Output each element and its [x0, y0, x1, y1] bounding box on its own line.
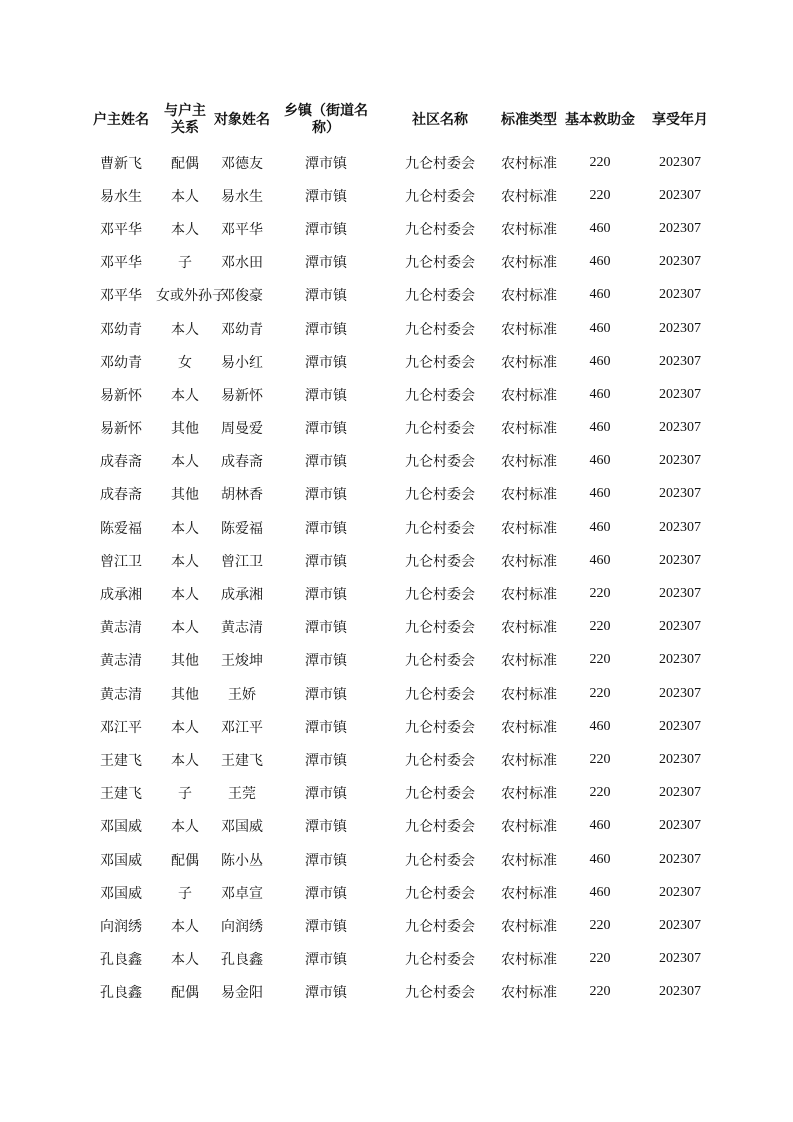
cell-relation: 本人 [171, 387, 199, 404]
cell-period: 202307 [659, 154, 701, 170]
cell-community: 九仑村委会 [405, 255, 475, 272]
cell-recipient-name: 胡林香 [221, 487, 263, 504]
cell-relation: 本人 [171, 587, 199, 604]
table-row [86, 312, 720, 345]
cell-period: 202307 [659, 652, 701, 668]
table-row [86, 843, 720, 876]
cell-relation: 本人 [171, 520, 199, 537]
cell-recipient-name: 成春斋 [221, 454, 263, 471]
table-row [86, 577, 720, 610]
cell-basic-aid: 220 [589, 951, 611, 967]
cell-basic-aid: 460 [589, 320, 611, 336]
table-body [86, 146, 720, 1009]
table-row [86, 876, 720, 909]
cell-relation: 本人 [171, 553, 199, 570]
cell-recipient-name: 易金阳 [221, 985, 263, 1002]
column-header-period: 享受年月 [652, 111, 708, 128]
cell-community: 九仑村委会 [405, 686, 475, 703]
table-row [86, 544, 720, 577]
cell-town: 潭市镇 [305, 620, 347, 637]
cell-standard-type: 农村标准 [501, 155, 557, 172]
cell-period: 202307 [659, 851, 701, 867]
cell-household-head: 孔良鑫 [100, 985, 142, 1002]
cell-standard-type: 农村标准 [501, 885, 557, 902]
cell-town: 潭市镇 [305, 752, 347, 769]
table-row [86, 378, 720, 411]
cell-recipient-name: 邓德友 [221, 155, 263, 172]
cell-town: 潭市镇 [305, 255, 347, 272]
cell-standard-type: 农村标准 [501, 752, 557, 769]
table-row [86, 710, 720, 743]
cell-period: 202307 [659, 220, 701, 236]
cell-community: 九仑村委会 [405, 387, 475, 404]
cell-basic-aid: 460 [589, 519, 611, 535]
cell-household-head: 王建飞 [100, 786, 142, 803]
cell-standard-type: 农村标准 [501, 421, 557, 438]
cell-community: 九仑村委会 [405, 985, 475, 1002]
cell-recipient-name: 王娇 [228, 686, 256, 703]
cell-relation: 配偶 [171, 985, 199, 1002]
cell-standard-type: 农村标准 [501, 221, 557, 238]
cell-town: 潭市镇 [305, 719, 347, 736]
cell-relation: 配偶 [171, 852, 199, 869]
cell-standard-type: 农村标准 [501, 819, 557, 836]
cell-household-head: 易新怀 [100, 387, 142, 404]
column-header-recipient-name: 对象姓名 [214, 111, 270, 128]
table-row [86, 179, 720, 212]
cell-basic-aid: 220 [589, 619, 611, 635]
cell-recipient-name: 邓国威 [221, 819, 263, 836]
cell-recipient-name: 黄志清 [221, 620, 263, 637]
cell-town: 潭市镇 [305, 952, 347, 969]
cell-community: 九仑村委会 [405, 321, 475, 338]
table-row [86, 777, 720, 810]
cell-basic-aid: 460 [589, 386, 611, 402]
cell-standard-type: 农村标准 [501, 620, 557, 637]
table-row [86, 511, 720, 544]
cell-relation: 本人 [171, 752, 199, 769]
table-row [86, 743, 720, 776]
cell-community: 九仑村委会 [405, 852, 475, 869]
cell-household-head: 黄志清 [100, 653, 142, 670]
cell-community: 九仑村委会 [405, 819, 475, 836]
cell-standard-type: 农村标准 [501, 288, 557, 305]
cell-period: 202307 [659, 917, 701, 933]
cell-standard-type: 农村标准 [501, 918, 557, 935]
column-header-standard-type: 标准类型 [501, 111, 557, 128]
cell-recipient-name: 向润绣 [221, 918, 263, 935]
cell-period: 202307 [659, 718, 701, 734]
cell-period: 202307 [659, 486, 701, 502]
cell-household-head: 曹新飞 [100, 155, 142, 172]
cell-recipient-name: 邓平华 [221, 221, 263, 238]
cell-relation: 其他 [171, 686, 199, 703]
cell-standard-type: 农村标准 [501, 719, 557, 736]
table-row [86, 611, 720, 644]
cell-period: 202307 [659, 187, 701, 203]
cell-standard-type: 农村标准 [501, 686, 557, 703]
cell-basic-aid: 460 [589, 453, 611, 469]
cell-standard-type: 农村标准 [501, 952, 557, 969]
cell-town: 潭市镇 [305, 985, 347, 1002]
cell-period: 202307 [659, 586, 701, 602]
cell-relation: 本人 [171, 819, 199, 836]
cell-town: 潭市镇 [305, 221, 347, 238]
cell-period: 202307 [659, 320, 701, 336]
cell-household-head: 王建飞 [100, 752, 142, 769]
cell-household-head: 成春斋 [100, 454, 142, 471]
cell-town: 潭市镇 [305, 852, 347, 869]
cell-basic-aid: 460 [589, 254, 611, 270]
cell-period: 202307 [659, 519, 701, 535]
column-header-community: 社区名称 [412, 111, 468, 128]
cell-town: 潭市镇 [305, 918, 347, 935]
cell-town: 潭市镇 [305, 188, 347, 205]
cell-relation: 本人 [171, 188, 199, 205]
cell-standard-type: 农村标准 [501, 985, 557, 1002]
table-row [86, 943, 720, 976]
cell-recipient-name: 成承湘 [221, 587, 263, 604]
cell-town: 潭市镇 [305, 321, 347, 338]
cell-community: 九仑村委会 [405, 653, 475, 670]
cell-basic-aid: 460 [589, 420, 611, 436]
column-header-household-head: 户主姓名 [93, 111, 149, 128]
cell-community: 九仑村委会 [405, 520, 475, 537]
cell-household-head: 邓幼青 [100, 321, 142, 338]
cell-period: 202307 [659, 984, 701, 1000]
cell-period: 202307 [659, 818, 701, 834]
cell-household-head: 陈爱福 [100, 520, 142, 537]
cell-relation: 子 [178, 885, 192, 902]
cell-community: 九仑村委会 [405, 221, 475, 238]
cell-relation: 子 [178, 786, 192, 803]
cell-basic-aid: 460 [589, 818, 611, 834]
cell-recipient-name: 周曼爱 [221, 421, 263, 438]
cell-basic-aid: 220 [589, 187, 611, 203]
cell-town: 潭市镇 [305, 354, 347, 371]
cell-recipient-name: 邓俊豪 [221, 288, 263, 305]
cell-recipient-name: 王建飞 [221, 752, 263, 769]
cell-period: 202307 [659, 353, 701, 369]
cell-standard-type: 农村标准 [501, 354, 557, 371]
cell-basic-aid: 220 [589, 685, 611, 701]
column-header-basic-aid: 基本救助金 [565, 111, 635, 128]
column-header-town: 乡镇（街道名称） [284, 103, 368, 136]
cell-town: 潭市镇 [305, 587, 347, 604]
table-row [86, 345, 720, 378]
cell-town: 潭市镇 [305, 653, 347, 670]
cell-household-head: 邓平华 [100, 255, 142, 272]
table-row [86, 909, 720, 942]
cell-standard-type: 农村标准 [501, 387, 557, 404]
cell-basic-aid: 220 [589, 751, 611, 767]
cell-recipient-name: 孔良鑫 [221, 952, 263, 969]
cell-town: 潭市镇 [305, 819, 347, 836]
cell-period: 202307 [659, 785, 701, 801]
cell-household-head: 邓国威 [100, 885, 142, 902]
cell-period: 202307 [659, 453, 701, 469]
cell-town: 潭市镇 [305, 553, 347, 570]
table-row [86, 644, 720, 677]
cell-standard-type: 农村标准 [501, 321, 557, 338]
cell-household-head: 邓国威 [100, 852, 142, 869]
table-row [86, 976, 720, 1009]
cell-town: 潭市镇 [305, 421, 347, 438]
cell-town: 潭市镇 [305, 520, 347, 537]
table-row [86, 246, 720, 279]
cell-community: 九仑村委会 [405, 952, 475, 969]
cell-community: 九仑村委会 [405, 620, 475, 637]
cell-relation: 其他 [171, 421, 199, 438]
cell-recipient-name: 曾江卫 [221, 553, 263, 570]
cell-relation: 本人 [171, 454, 199, 471]
cell-household-head: 邓江平 [100, 719, 142, 736]
cell-standard-type: 农村标准 [501, 653, 557, 670]
cell-recipient-name: 王莞 [228, 786, 256, 803]
table-row [86, 478, 720, 511]
cell-household-head: 易新怀 [100, 421, 142, 438]
cell-relation: 本人 [171, 620, 199, 637]
cell-period: 202307 [659, 287, 701, 303]
cell-household-head: 曾江卫 [100, 553, 142, 570]
table-row [86, 412, 720, 445]
cell-standard-type: 农村标准 [501, 520, 557, 537]
cell-basic-aid: 220 [589, 917, 611, 933]
cell-recipient-name: 易新怀 [221, 387, 263, 404]
cell-basic-aid: 460 [589, 486, 611, 502]
cell-household-head: 邓平华 [100, 288, 142, 305]
cell-community: 九仑村委会 [405, 752, 475, 769]
cell-relation: 女 [178, 354, 192, 371]
table-row [86, 212, 720, 245]
cell-household-head: 孔良鑫 [100, 952, 142, 969]
cell-town: 潭市镇 [305, 885, 347, 902]
cell-basic-aid: 220 [589, 984, 611, 1000]
cell-recipient-name: 邓江平 [221, 719, 263, 736]
cell-household-head: 黄志清 [100, 620, 142, 637]
cell-period: 202307 [659, 884, 701, 900]
cell-community: 九仑村委会 [405, 454, 475, 471]
cell-household-head: 向润绣 [100, 918, 142, 935]
cell-community: 九仑村委会 [405, 487, 475, 504]
column-header-relation: 与户主关系 [164, 103, 206, 136]
table-row [86, 146, 720, 179]
cell-standard-type: 农村标准 [501, 255, 557, 272]
cell-standard-type: 农村标准 [501, 587, 557, 604]
cell-community: 九仑村委会 [405, 421, 475, 438]
cell-community: 九仑村委会 [405, 719, 475, 736]
cell-relation: 子 [178, 255, 192, 272]
cell-household-head: 成承湘 [100, 587, 142, 604]
cell-recipient-name: 邓卓宣 [221, 885, 263, 902]
cell-town: 潭市镇 [305, 155, 347, 172]
cell-basic-aid: 460 [589, 287, 611, 303]
cell-period: 202307 [659, 420, 701, 436]
cell-relation: 本人 [171, 952, 199, 969]
cell-standard-type: 农村标准 [501, 553, 557, 570]
cell-period: 202307 [659, 552, 701, 568]
cell-basic-aid: 220 [589, 785, 611, 801]
cell-relation: 女或外孙子 [156, 288, 226, 305]
cell-community: 九仑村委会 [405, 885, 475, 902]
cell-relation: 本人 [171, 918, 199, 935]
cell-town: 潭市镇 [305, 387, 347, 404]
cell-household-head: 邓国威 [100, 819, 142, 836]
cell-town: 潭市镇 [305, 686, 347, 703]
cell-relation: 本人 [171, 321, 199, 338]
cell-community: 九仑村委会 [405, 155, 475, 172]
cell-recipient-name: 邓水田 [221, 255, 263, 272]
cell-recipient-name: 王焌坤 [221, 653, 263, 670]
cell-standard-type: 农村标准 [501, 852, 557, 869]
cell-standard-type: 农村标准 [501, 454, 557, 471]
cell-community: 九仑村委会 [405, 553, 475, 570]
cell-household-head: 易水生 [100, 188, 142, 205]
cell-relation: 其他 [171, 487, 199, 504]
cell-community: 九仑村委会 [405, 786, 475, 803]
table-header-row [86, 100, 720, 140]
cell-period: 202307 [659, 386, 701, 402]
cell-relation: 其他 [171, 653, 199, 670]
cell-standard-type: 农村标准 [501, 786, 557, 803]
cell-period: 202307 [659, 619, 701, 635]
cell-community: 九仑村委会 [405, 587, 475, 604]
cell-standard-type: 农村标准 [501, 487, 557, 504]
cell-recipient-name: 易水生 [221, 188, 263, 205]
cell-relation: 本人 [171, 719, 199, 736]
cell-period: 202307 [659, 685, 701, 701]
cell-basic-aid: 220 [589, 652, 611, 668]
cell-household-head: 黄志清 [100, 686, 142, 703]
cell-recipient-name: 易小红 [221, 354, 263, 371]
cell-period: 202307 [659, 254, 701, 270]
table-row [86, 810, 720, 843]
cell-period: 202307 [659, 751, 701, 767]
cell-town: 潭市镇 [305, 786, 347, 803]
cell-relation: 本人 [171, 221, 199, 238]
cell-household-head: 邓幼青 [100, 354, 142, 371]
cell-basic-aid: 460 [589, 552, 611, 568]
cell-basic-aid: 460 [589, 220, 611, 236]
cell-household-head: 邓平华 [100, 221, 142, 238]
cell-recipient-name: 陈爱福 [221, 520, 263, 537]
table-row [86, 445, 720, 478]
cell-community: 九仑村委会 [405, 354, 475, 371]
cell-standard-type: 农村标准 [501, 188, 557, 205]
cell-recipient-name: 邓幼青 [221, 321, 263, 338]
table-row [86, 279, 720, 312]
table-row [86, 677, 720, 710]
cell-basic-aid: 460 [589, 884, 611, 900]
cell-period: 202307 [659, 951, 701, 967]
cell-community: 九仑村委会 [405, 188, 475, 205]
cell-town: 潭市镇 [305, 454, 347, 471]
cell-recipient-name: 陈小丛 [221, 852, 263, 869]
cell-town: 潭市镇 [305, 288, 347, 305]
cell-household-head: 成春斋 [100, 487, 142, 504]
cell-relation: 配偶 [171, 155, 199, 172]
cell-basic-aid: 460 [589, 851, 611, 867]
cell-town: 潭市镇 [305, 487, 347, 504]
cell-basic-aid: 460 [589, 718, 611, 734]
cell-community: 九仑村委会 [405, 918, 475, 935]
cell-community: 九仑村委会 [405, 288, 475, 305]
cell-basic-aid: 460 [589, 353, 611, 369]
cell-basic-aid: 220 [589, 586, 611, 602]
cell-basic-aid: 220 [589, 154, 611, 170]
